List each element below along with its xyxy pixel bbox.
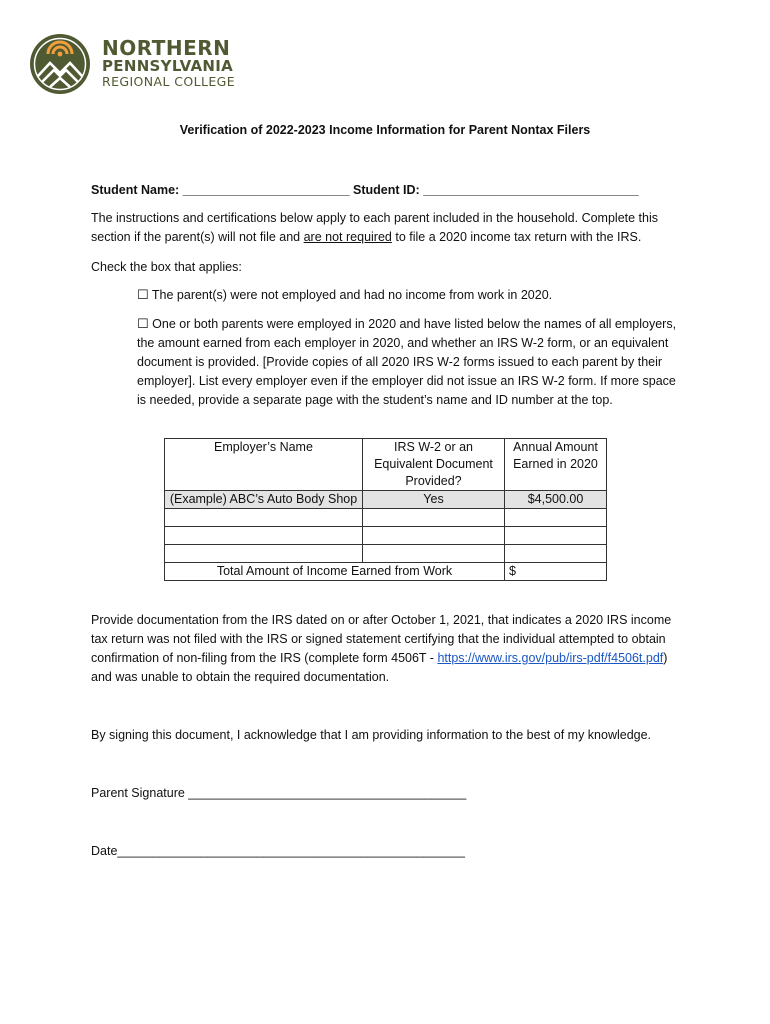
logo-line-1: NORTHERN (102, 36, 231, 60)
header-employer-name: Employer’s Name (165, 439, 363, 491)
mountain-sun-seal-icon (28, 32, 92, 96)
amount-cell[interactable] (505, 545, 607, 563)
example-employer: (Example) ABC’s Auto Body Shop (165, 491, 363, 509)
total-amount-field[interactable]: $ (505, 563, 607, 581)
checkbox-no-income[interactable]: ☐ (137, 288, 149, 303)
table-row-example (165, 491, 607, 509)
option-employed (137, 315, 687, 410)
college-logo (28, 32, 238, 96)
employer-name-cell[interactable] (165, 527, 363, 545)
date-line[interactable]: Date__________________________________________________ (91, 844, 465, 858)
student-name-field[interactable]: ________________________ (182, 183, 350, 197)
documentation-text: Provide documentation from the IRS dated on or after October 1, 2021, that indicates a 2020 IRS income tax return was not filed with the IRS or signed statement certifying that the individual attempted to obtain confirmation of non-filing from the IRS (complete form 4506T - (91, 613, 672, 665)
student-info-row (91, 181, 731, 200)
logo-line-2: PENNSYLVANIA (102, 57, 234, 75)
documentation-text-after: ) and was unable to obtain the required documentation. (91, 651, 668, 684)
total-label: Total Amount of Income Earned from Work (165, 563, 505, 581)
student-id-label: Student ID: (353, 183, 420, 197)
logo-line-3: REGIONAL COLLEGE (102, 74, 236, 89)
w2-provided-cell[interactable] (363, 509, 505, 527)
college-name (102, 38, 235, 89)
w2-provided-cell[interactable] (363, 527, 505, 545)
amount-cell[interactable] (505, 509, 607, 527)
option-no-income-text: The parent(s) were not employed and had no income from work in 2020. (151, 288, 553, 302)
student-id-field[interactable]: _______________________________ (423, 183, 639, 197)
employer-name-cell[interactable] (165, 509, 363, 527)
example-amount: $4,500.00 (505, 491, 607, 509)
table-total-row (165, 563, 607, 581)
checkbox-employed[interactable]: ☐ (137, 317, 149, 332)
table-header-row (165, 439, 607, 491)
instructions-underlined: are not required (303, 230, 392, 244)
employer-table (164, 438, 607, 581)
acknowledgement-text: By signing this document, I acknowledge that I am providing information to the best of my knowledge. (91, 728, 652, 742)
option-employed-text: One or both parents were employed in 2020 and have listed below the names of all employers, the amount earned from each employer in 2020, and whether an IRS W-2 form, or an equivalent document is provided. [Provide copies of all 2020 IRS W-2 forms issued to each parent by their employer]. List every employer even if the employer did not issue an IRS W-2 form. If more space is needed, provide a separate page with the student’s name and ID number at the top. (137, 317, 677, 407)
student-name-label: Student Name: (91, 183, 180, 197)
amount-cell[interactable] (505, 527, 607, 545)
instructions-paragraph (91, 209, 691, 247)
header-w2-provided: IRS W-2 or an Equivalent Document Provided? (363, 439, 505, 491)
table-row (165, 509, 607, 527)
documentation-paragraph (91, 611, 691, 687)
document-title: Verification of 2022-2023 Income Information for Parent Nontax Filers (179, 123, 591, 137)
option-no-income (137, 286, 697, 305)
example-w2: Yes (363, 491, 505, 509)
instructions-text-2: to file a 2020 income tax return with the IRS. (391, 230, 642, 244)
table-row (165, 527, 607, 545)
header-annual-amount: Annual Amount Earned in 2020 (505, 439, 607, 491)
instructions-text-1: The instructions and certifications below apply to each parent included in the household. Complete this section if the parent(s) will not file and (91, 211, 659, 244)
parent-signature-line[interactable]: Parent Signature ________________________________________ (91, 786, 467, 800)
table-row (165, 545, 607, 563)
employer-name-cell[interactable] (165, 545, 363, 563)
w2-provided-cell[interactable] (363, 545, 505, 563)
irs-form-link[interactable]: https://www.irs.gov/pub/irs-pdf/f4506t.pdf (437, 651, 664, 665)
check-instruction: Check the box that applies: (91, 260, 242, 274)
